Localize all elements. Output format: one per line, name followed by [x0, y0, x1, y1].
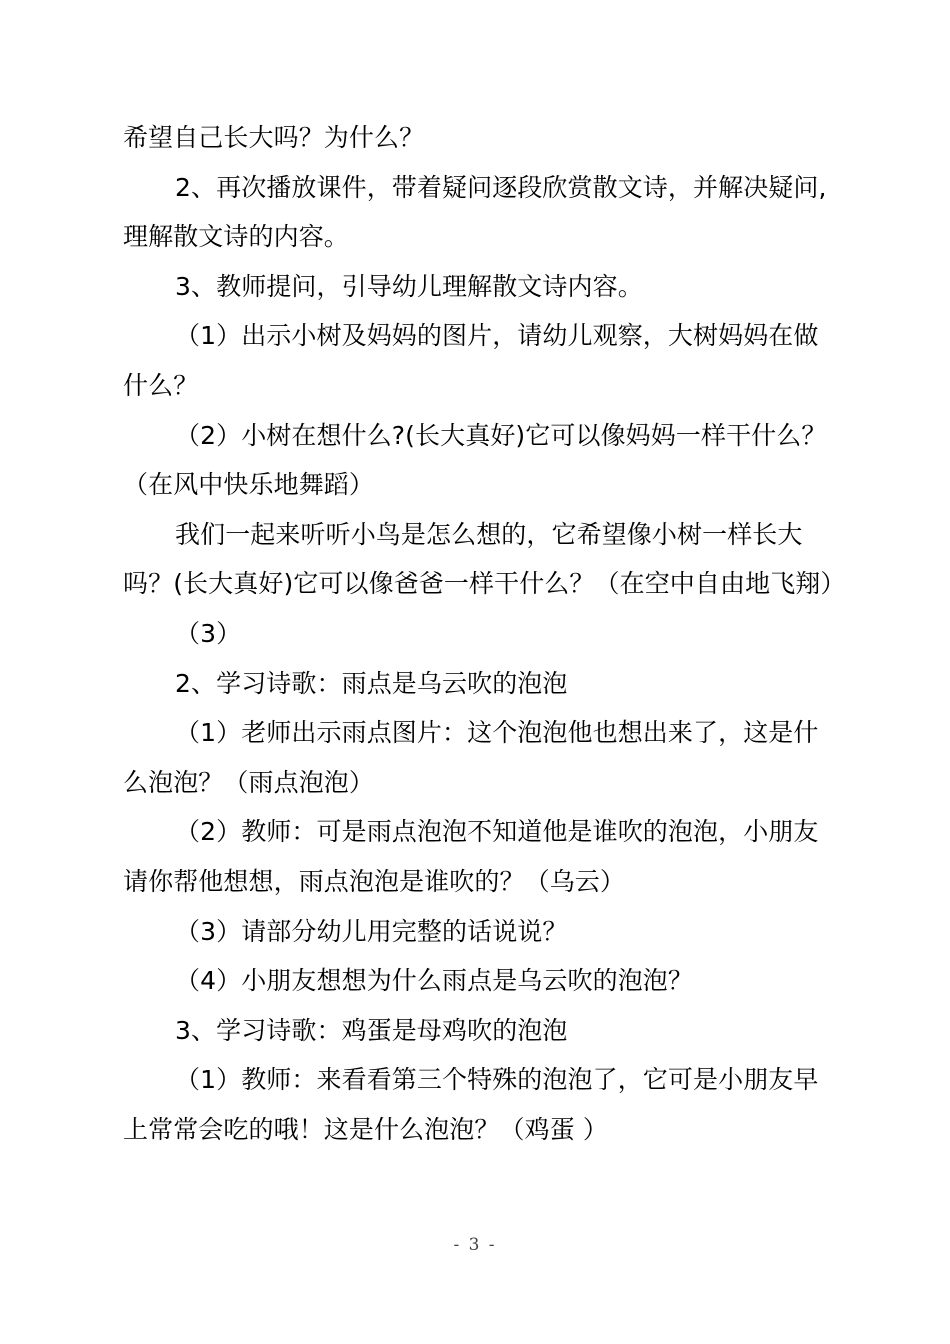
paragraph: （1）教师：来看看第三个特殊的泡泡了，它可是小朋友早上常常会吃的哦！这是什么泡泡？（鸡蛋 ） [123, 1065, 819, 1144]
paragraph: 3、学习诗歌：鸡蛋是母鸡吹的泡泡 [175, 1015, 568, 1045]
paragraph: 我们一起来听听小鸟是怎么想的，它希望像小树一样长大吗？(长大真好)它可以像爸爸一样干什么？（在空中自由地飞翔） [123, 519, 846, 599]
paragraph: 希望自己长大吗？为什么？ [123, 123, 425, 152]
paragraph: （3） [175, 618, 242, 648]
paragraph: （4）小朋友想想为什么雨点是乌云吹的泡泡？ [175, 966, 694, 996]
paragraph: （1）出示小树及妈妈的图片，请幼儿观察，大树妈妈在做什么？ [123, 321, 819, 400]
paragraph: 2、再次播放课件，带着疑问逐段欣赏散文诗，并解决疑问,理解散文诗的内容。 [123, 172, 827, 252]
paragraph: 2、学习诗歌：雨点是乌云吹的泡泡 [175, 668, 568, 698]
page-number: - 3 - [453, 1235, 497, 1255]
paragraph: （2）小树在想什么?(长大真好)它可以像妈妈一样干什么？（在风中快乐地舞蹈） [123, 420, 827, 500]
document-body [123, 113, 846, 1154]
paragraph: 3、教师提问，引导幼儿理解散文诗内容。 [175, 271, 643, 301]
paragraph: （3）请部分幼儿用完整的话说说？ [175, 916, 568, 946]
paragraph: （2）教师：可是雨点泡泡不知道他是谁吹的泡泡，小朋友请你帮他想想，雨点泡泡是谁吹的？（乌云） [123, 817, 819, 896]
paragraph: （1）老师出示雨点图片：这个泡泡他也想出来了，这是什么泡泡？（雨点泡泡） [123, 718, 819, 797]
